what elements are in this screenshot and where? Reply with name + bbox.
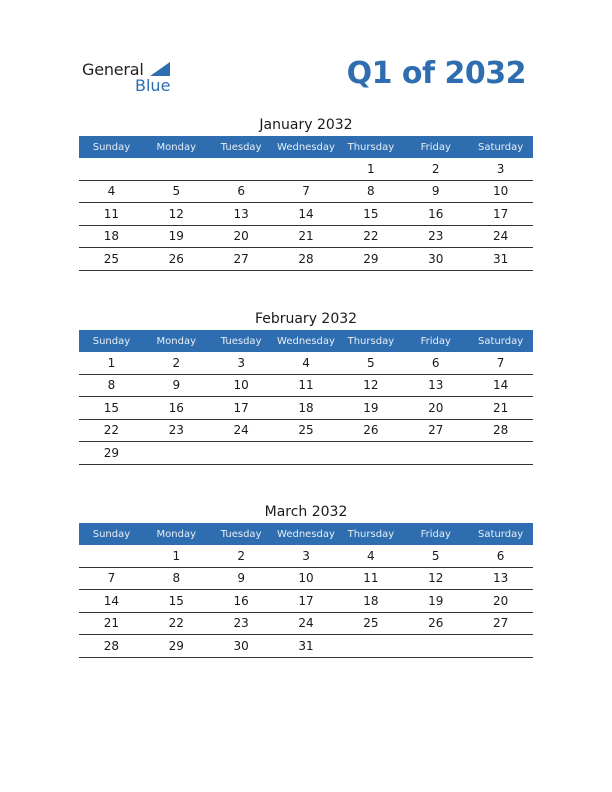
day-cell: 22 bbox=[168, 616, 184, 631]
day-cell: 11 bbox=[298, 378, 314, 393]
day-cell: 29 bbox=[168, 638, 184, 653]
week-row bbox=[79, 181, 533, 204]
day-cell: 30 bbox=[233, 638, 249, 653]
day-cell: 13 bbox=[233, 206, 249, 221]
weekday-label: Wednesday bbox=[277, 141, 335, 153]
day-cell: 2 bbox=[172, 355, 181, 370]
week-row bbox=[79, 375, 533, 398]
day-cell: 26 bbox=[363, 423, 379, 438]
day-cell: 20 bbox=[233, 229, 249, 244]
day-cell: 3 bbox=[237, 355, 245, 370]
week-row bbox=[79, 397, 533, 420]
day-cell: 23 bbox=[233, 616, 249, 631]
day-cell: 24 bbox=[233, 423, 249, 438]
weekday-header bbox=[79, 330, 533, 352]
day-cell: 2 bbox=[431, 161, 440, 176]
day-cell: 22 bbox=[103, 423, 120, 438]
day-cell: 11 bbox=[363, 571, 379, 586]
week-row bbox=[79, 158, 533, 181]
day-cell: 19 bbox=[428, 593, 444, 608]
weekday-label: Sunday bbox=[92, 528, 131, 540]
day-cell: 6 bbox=[237, 184, 245, 199]
logo-word-blue: Blue bbox=[135, 76, 171, 95]
weekday-label: Saturday bbox=[478, 335, 524, 347]
month-calendar bbox=[79, 114, 533, 271]
day-cell: 26 bbox=[168, 251, 184, 266]
day-cell: 28 bbox=[103, 638, 120, 653]
day-cell: 17 bbox=[492, 206, 509, 221]
day-cell: 20 bbox=[492, 593, 509, 608]
weekday-label: Thursday bbox=[347, 335, 395, 347]
day-cell: 23 bbox=[428, 229, 444, 244]
day-cell: 15 bbox=[103, 400, 120, 415]
day-cell: 5 bbox=[172, 184, 181, 199]
day-cell: 27 bbox=[233, 251, 249, 266]
day-cell: 14 bbox=[103, 593, 120, 608]
week-row bbox=[79, 203, 533, 226]
day-cell: 9 bbox=[172, 378, 181, 393]
day-cell: 19 bbox=[363, 400, 379, 415]
day-cell: 27 bbox=[492, 616, 509, 631]
day-cell: 25 bbox=[103, 251, 120, 266]
day-cell: 8 bbox=[172, 571, 181, 586]
month-title: January 2032 bbox=[259, 117, 353, 133]
day-cell: 3 bbox=[302, 548, 310, 563]
day-cell: 4 bbox=[302, 355, 310, 370]
day-cell: 15 bbox=[363, 206, 379, 221]
day-cell: 25 bbox=[298, 423, 314, 438]
day-cell: 6 bbox=[496, 548, 505, 563]
weekday-label: Friday bbox=[420, 335, 451, 347]
week-row bbox=[79, 635, 533, 658]
day-cell: 3 bbox=[496, 161, 505, 176]
day-cell: 17 bbox=[233, 400, 249, 415]
day-cell: 14 bbox=[492, 378, 509, 393]
weekday-label: Monday bbox=[156, 141, 197, 153]
day-cell: 29 bbox=[103, 445, 120, 460]
weekday-label: Monday bbox=[156, 528, 197, 540]
day-cell: 11 bbox=[103, 206, 120, 221]
day-cell: 12 bbox=[168, 206, 184, 221]
day-cell: 1 bbox=[107, 355, 116, 370]
weekday-label: Sunday bbox=[92, 335, 131, 347]
day-cell: 18 bbox=[363, 593, 379, 608]
weekday-label: Monday bbox=[156, 335, 197, 347]
day-cell: 13 bbox=[492, 571, 509, 586]
logo-triangle-icon bbox=[150, 62, 170, 76]
month-title: March 2032 bbox=[264, 504, 348, 520]
day-cell: 9 bbox=[237, 571, 245, 586]
day-cell: 19 bbox=[168, 229, 184, 244]
week-row bbox=[79, 590, 533, 613]
day-cell: 27 bbox=[428, 423, 444, 438]
day-cell: 8 bbox=[367, 184, 375, 199]
day-cell: 20 bbox=[428, 400, 444, 415]
week-row bbox=[79, 352, 533, 375]
week-row bbox=[79, 545, 533, 568]
weekday-label: Tuesday bbox=[220, 335, 262, 347]
day-cell: 18 bbox=[103, 229, 120, 244]
day-cell: 23 bbox=[168, 423, 184, 438]
logo-word-general: General bbox=[82, 60, 144, 79]
week-row bbox=[79, 613, 533, 636]
month-title: February 2032 bbox=[254, 311, 358, 327]
day-cell: 5 bbox=[367, 355, 375, 370]
day-cell: 17 bbox=[298, 593, 314, 608]
day-cell: 7 bbox=[302, 184, 310, 199]
weekday-label: Saturday bbox=[478, 141, 524, 153]
day-cell: 16 bbox=[168, 400, 184, 415]
day-cell: 28 bbox=[298, 251, 314, 266]
day-cell: 10 bbox=[233, 378, 249, 393]
day-cell: 21 bbox=[492, 400, 509, 415]
weekday-label: Thursday bbox=[347, 141, 395, 153]
weekday-header bbox=[79, 136, 533, 158]
day-cell: 29 bbox=[363, 251, 379, 266]
page-title: Q1 of 2032 bbox=[346, 56, 526, 91]
day-cell: 2 bbox=[237, 548, 245, 563]
week-row bbox=[79, 420, 533, 443]
day-cell: 7 bbox=[107, 571, 116, 586]
day-cell: 6 bbox=[431, 355, 440, 370]
day-cell: 10 bbox=[298, 571, 314, 586]
day-cell: 21 bbox=[298, 229, 314, 244]
weekday-label: Wednesday bbox=[277, 528, 335, 540]
month-calendar bbox=[79, 308, 533, 465]
day-cell: 30 bbox=[428, 251, 444, 266]
day-cell: 4 bbox=[107, 184, 116, 199]
day-cell: 9 bbox=[431, 184, 440, 199]
week-row bbox=[79, 248, 533, 271]
day-cell: 14 bbox=[298, 206, 314, 221]
day-cell: 24 bbox=[492, 229, 509, 244]
day-cell: 21 bbox=[103, 616, 120, 631]
day-cell: 8 bbox=[107, 378, 116, 393]
weekday-label: Thursday bbox=[347, 528, 395, 540]
weekday-label: Sunday bbox=[92, 141, 131, 153]
day-cell: 12 bbox=[428, 571, 444, 586]
day-cell: 13 bbox=[428, 378, 444, 393]
brand-logo bbox=[82, 60, 182, 100]
week-row bbox=[79, 442, 533, 465]
weekday-label: Wednesday bbox=[277, 335, 335, 347]
day-cell: 28 bbox=[492, 423, 509, 438]
weekday-label: Friday bbox=[420, 528, 451, 540]
day-cell: 4 bbox=[367, 548, 375, 563]
week-row bbox=[79, 226, 533, 249]
day-cell: 31 bbox=[298, 638, 314, 653]
month-calendar bbox=[79, 501, 533, 658]
day-cell: 1 bbox=[367, 161, 375, 176]
weekday-label: Friday bbox=[420, 141, 451, 153]
day-cell: 1 bbox=[172, 548, 181, 563]
weekday-label: Tuesday bbox=[220, 528, 262, 540]
day-cell: 16 bbox=[233, 593, 249, 608]
day-cell: 26 bbox=[428, 616, 444, 631]
week-row bbox=[79, 568, 533, 591]
day-cell: 15 bbox=[168, 593, 184, 608]
day-cell: 24 bbox=[298, 616, 314, 631]
day-cell: 12 bbox=[363, 378, 379, 393]
weekday-header bbox=[79, 523, 533, 545]
day-cell: 16 bbox=[428, 206, 444, 221]
day-cell: 25 bbox=[363, 616, 379, 631]
day-cell: 7 bbox=[496, 355, 505, 370]
weekday-label: Tuesday bbox=[220, 141, 262, 153]
day-cell: 5 bbox=[431, 548, 440, 563]
weekday-label: Saturday bbox=[478, 528, 524, 540]
day-cell: 31 bbox=[492, 251, 509, 266]
day-cell: 22 bbox=[363, 229, 379, 244]
day-cell: 10 bbox=[492, 184, 509, 199]
day-cell: 18 bbox=[298, 400, 314, 415]
